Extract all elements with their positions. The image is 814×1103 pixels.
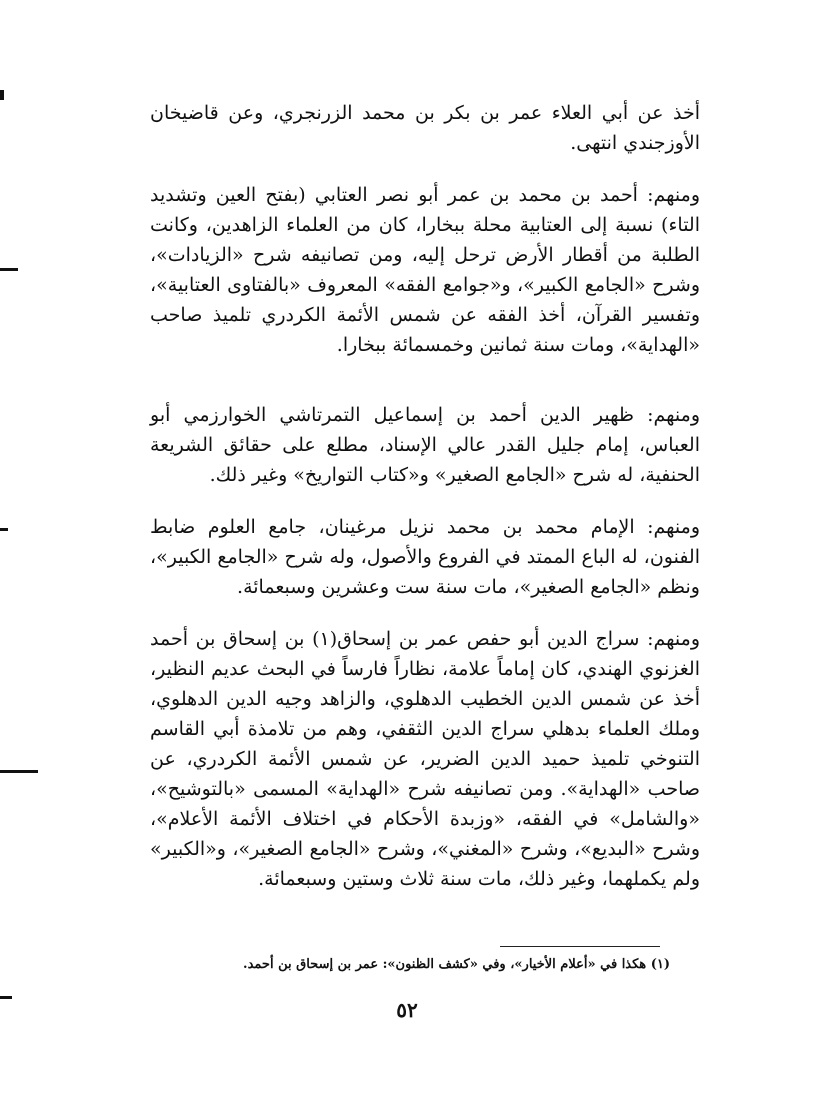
paragraph-2: ومنهم: أحمد بن محمد بن عمر أبو نصر العتابي (بفتح العين وتشديد التاء) نسبة إلى العتابية محلة ببخارا، كان من العلماء الزاهدين، وكانت الطلبة من أقطار الأرض ترحل إليه، ومن تصانيفه شرح «الزيادات»، وشرح «الجامع الكبير»، و«جوامع الفقه» المعروف «بالفتاوى العتابية»، وتفسير القرآن، أخذ الفقه عن شمس الأئمة الكردري تلميذ صاحب «الهداية»، ومات سنة ثمانين وخمسمائة ببخارا. xyxy=(150,184,700,356)
margin-mark xyxy=(0,528,8,531)
paragraph-3: ومنهم: ظهير الدين أحمد بن إسماعيل التمرتاشي الخوارزمي أبو العباس، إمام جليل القدر عالي الإسناد، مطلع على حقائق الشريعة الحنفية، له شرح «الجامع الصغير» و«كتاب التواريخ» وغير ذلك. xyxy=(150,404,700,486)
margin-mark xyxy=(0,770,38,773)
page-number: ٥٢ xyxy=(396,998,418,1022)
footnote: (١) هكذا في «أعلام الأخيار»، وفي «كشف الظنون»: عمر بن إسحاق بن أحمد. xyxy=(243,957,670,972)
footnote-divider xyxy=(500,946,660,947)
margin-mark xyxy=(0,90,4,100)
paragraph-1: أخذ عن أبي العلاء عمر بن بكر بن محمد الزرنجري، وعن قاضيخان الأوزجندي انتهى. xyxy=(150,102,700,154)
margin-mark xyxy=(0,268,18,271)
paragraph-5: ومنهم: سراج الدين أبو حفص عمر بن إسحاق(١) بن إسحاق بن أحمد الغزنوي الهندي، كان إماماً علامة، نظاراً فارساً في البحث عديم النظير، أخذ عن شمس الدين الخطيب الدهلوي، والزاهد وجيه الدين الدهلوي، وملك العلماء بدهلي سراج الدين الثقفي، وهم من تلامذة أبي القاسم التنوخي تلميذ حميد الدين الضرير، عن شمس الأئمة الكردري، عن صاحب «الهداية». ومن تصانيفه شرح «الهداية» المسمى «بالتوشيح»، «والشامل» في الفقه، «وزبدة الأحكام في اختلاف الأئمة الأعلام»، وشرح «البديع»، وشرح «المغني»، وشرح «الجامع الصغير»، و«الكبير» ولم يكملهما، وغير ذلك، مات سنة ثلاث وستين وسبعمائة. xyxy=(150,628,700,890)
paragraph-4: ومنهم: الإمام محمد بن محمد نزيل مرغينان، جامع العلوم ضابط الفنون، له الباع الممتد في الفروع والأصول، وله شرح «الجامع الكبير»، ونظم «الجامع الصغير»، مات سنة ست وعشرين وسبعمائة. xyxy=(150,516,700,598)
